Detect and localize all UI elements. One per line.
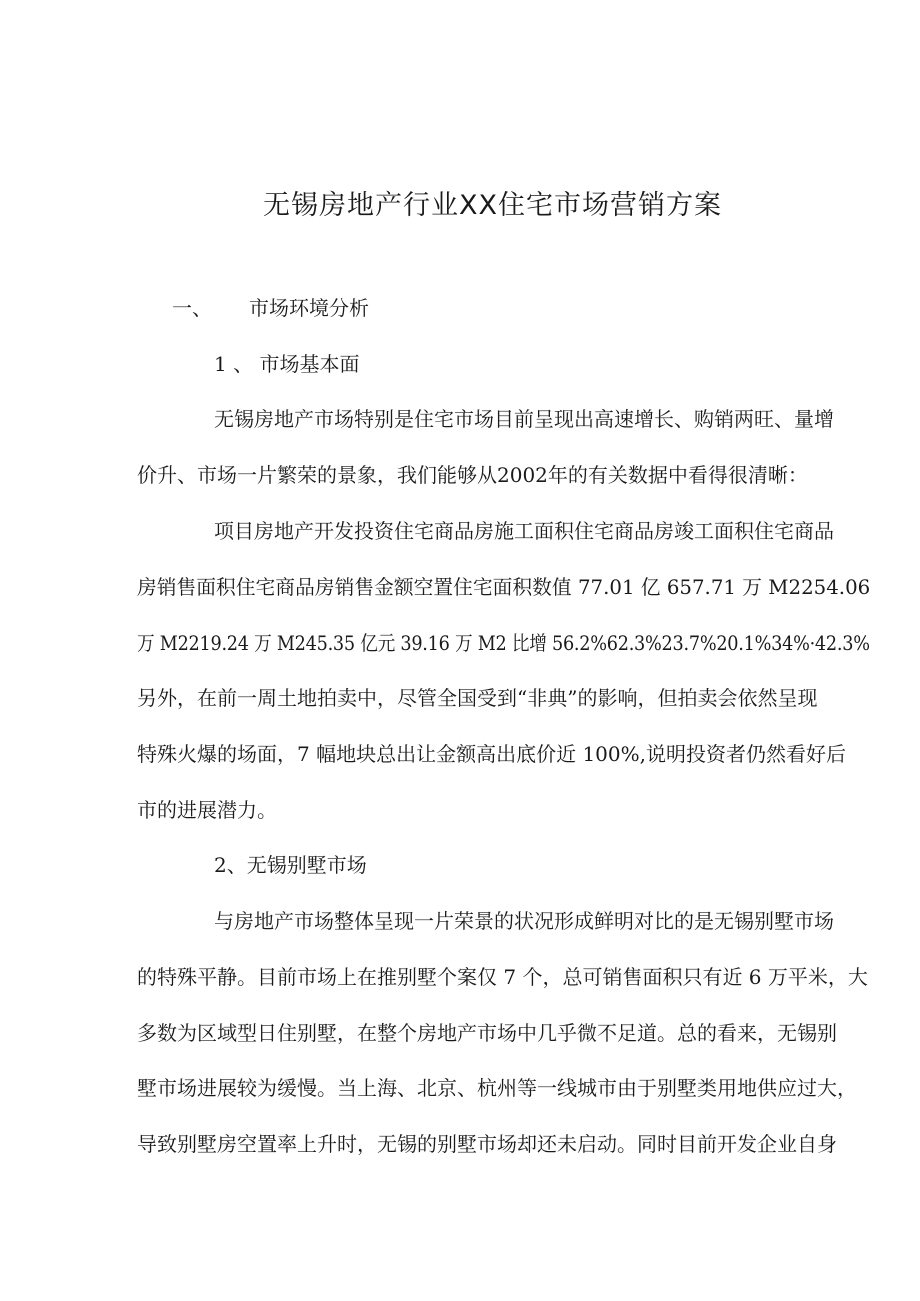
paragraph-line: 项目房地产开发投资住宅商品房施工面积住宅商品房竣工面积住宅商品 — [214, 519, 834, 543]
section-number: 一、 — [172, 296, 212, 320]
paragraph-line: 与房地产市场整体呈现一片荣景的状况形成鲜明对比的是无锡别墅市场 — [214, 909, 834, 933]
subsection-heading-1: 1 、 市场基本面 — [214, 352, 360, 376]
paragraph-line: 多数为区域型日住别墅，在整个房地产市场中几乎微不足道。总的看来，无锡别 — [137, 1021, 837, 1045]
paragraph-line: 房销售面积住宅商品房销售金额空置住宅面积数值 77.01 亿 657.71 万 M2254.06 — [137, 575, 871, 599]
paragraph-line: 市的进展潜力。 — [137, 798, 277, 822]
subsection-heading-2: 2、无锡别墅市场 — [214, 853, 367, 877]
paragraph-line: 的特殊平静。目前市场上在推别墅个案仅 7 个，总可销售面积只有近 6 万平米，大 — [137, 965, 868, 989]
paragraph-line: 万 M2219.24 万 M245.35 亿元 39.16 万 M2 比增 56.2%62.3%23.7%20.1%34%·42.3% — [137, 631, 870, 655]
document-title: 无锡房地产行业XX住宅市场营销方案 — [263, 190, 722, 221]
paragraph-line: 无锡房地产市场特别是住宅市场目前呈现出高速增长、购销两旺、量增 — [214, 407, 834, 431]
paragraph-line: 价升、市场一片繁荣的景象，我们能够从2002年的有关数据中看得很清晰： — [137, 463, 808, 487]
paragraph-line: 特殊火爆的场面，7 幅地块总出让金额高出底价近 100%,说明投资者仍然看好后 — [137, 742, 846, 766]
paragraph-line: 另外，在前一周土地拍卖中，尽管全国受到“非典”的影响，但拍卖会依然呈现 — [137, 686, 818, 710]
paragraph-line: 导致别墅房空置率上升时，无锡的别墅市场却还未启动。同时目前开发企业自身 — [137, 1132, 837, 1156]
paragraph-line: 墅市场进展较为缓慢。当上海、北京、杭州等一线城市由于别墅类用地供应过大， — [137, 1076, 857, 1100]
section-heading: 市场环境分析 — [249, 296, 369, 320]
